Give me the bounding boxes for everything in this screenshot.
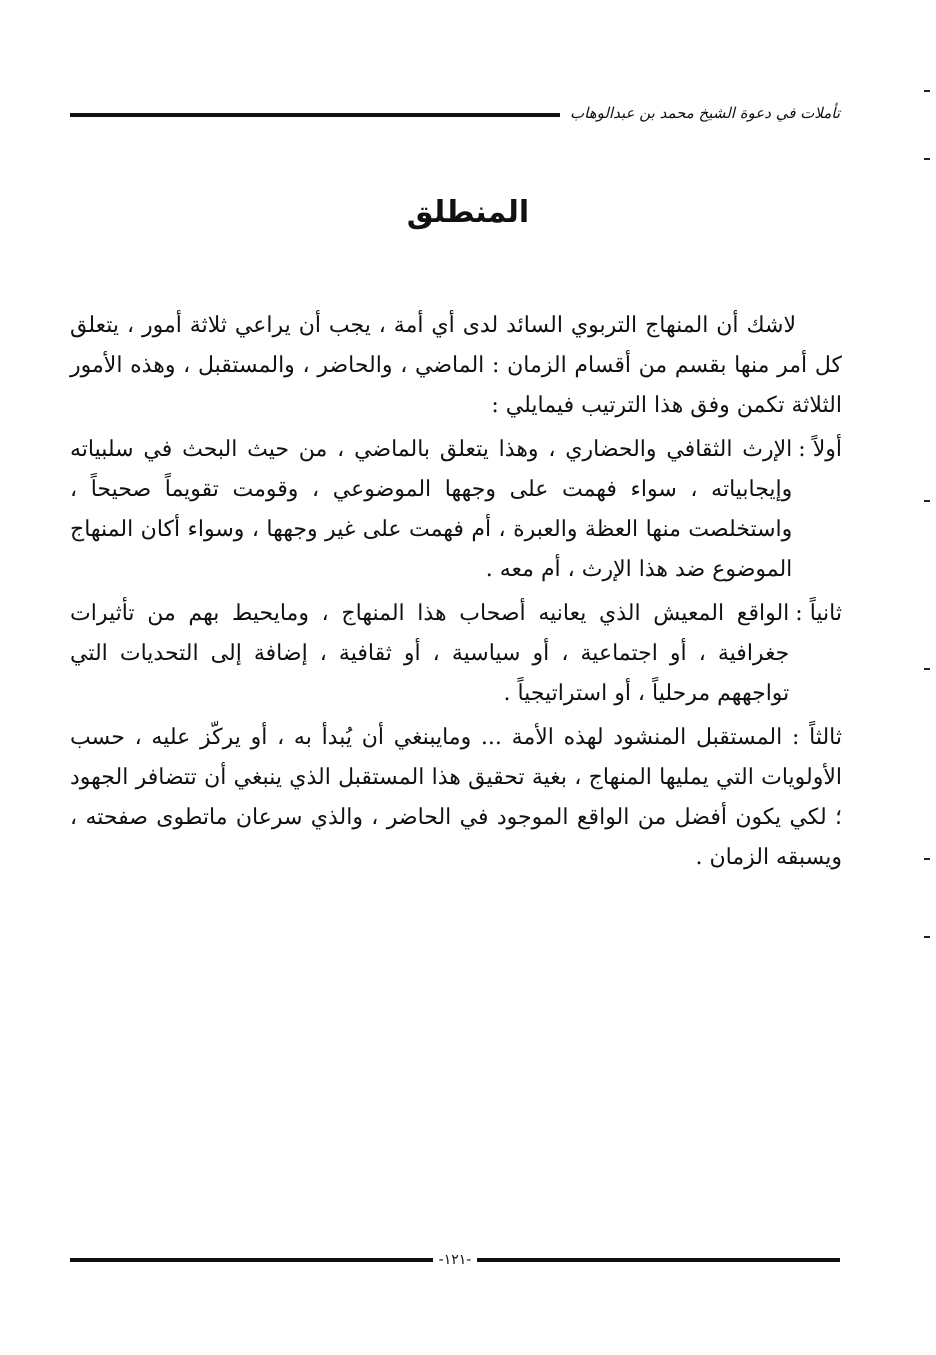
running-header-title: تأملات في دعوة الشيخ محمد بن عبدالوهاب [570, 104, 840, 122]
intro-paragraph: لاشك أن المنهاج التربوي السائد لدى أي أمة ، يجب أن يراعي ثلاثة أمور ، يتعلق كل أمر منها بقسم من أقسام الزمان : الماضي ، والحاضر ، والمستقبل ، وهذه الأمور الثلاثة تكمن وفق هذا الترتيب فيمايلي : [70, 313, 842, 418]
list-item-text: الواقع المعيش الذي يعانيه أصحاب هذا المنهاج ، ومايحيط بهم من تأثيرات جغرافية ، أو اجتماعية ، أو سياسية ، أو ثقافية ، إضافة إلى التحديات التي تواجههم مرحلياً ، أو استراتيجياً . [70, 601, 790, 706]
header-rule [70, 113, 560, 117]
margin-tick [924, 500, 930, 502]
list-item-third [70, 718, 842, 878]
list-item-label: ثانياً : [795, 601, 842, 626]
margin-tick [924, 936, 930, 938]
list-item-label: أولاً : [798, 437, 842, 462]
list-item-text: المستقبل المنشود لهذه الأمة ... ومايبنغي أن يُبدأ به ، أو يركّز عليه ، حسب الأولويات التي يمليها المنهاج ، بغية تحقيق هذا المستقبل الذي ينبغي أن تتضافر الجهود ؛ لكي يكون أفضل من الواقع الموجود في الحاضر ، والذي سرعان ماتطوى صفحته ، ويسبقه الزمان . [70, 725, 842, 870]
chapter-title: المنطلق [406, 195, 530, 230]
page-footer [70, 1248, 840, 1272]
body-text [70, 306, 842, 878]
list-item-first [70, 430, 842, 590]
margin-tick [924, 158, 930, 160]
running-header [70, 98, 840, 128]
footer-rule [477, 1258, 840, 1262]
margin-tick [924, 90, 930, 92]
list-item-second [70, 594, 842, 714]
list-item-label: ثالثاً : [791, 725, 842, 750]
footer-rule [70, 1258, 433, 1262]
page-number: -١٢١- [438, 1252, 472, 1268]
margin-tick [924, 858, 930, 860]
margin-tick [924, 668, 930, 670]
list-item-text: الإرث الثقافي والحضاري ، وهذا يتعلق بالماضي ، من حيث البحث في سلبياته وإيجابياته ، سواء فهمت على وجهها الموضوعي ، وقومت تقويماً صحيحاً ، واستخلصت منها العظة والعبرة ، أم فهمت على غير وجهها ، وسواء أكان المنهاج الموضوع ضد هذا الإرث ، أم معه . [70, 437, 793, 582]
